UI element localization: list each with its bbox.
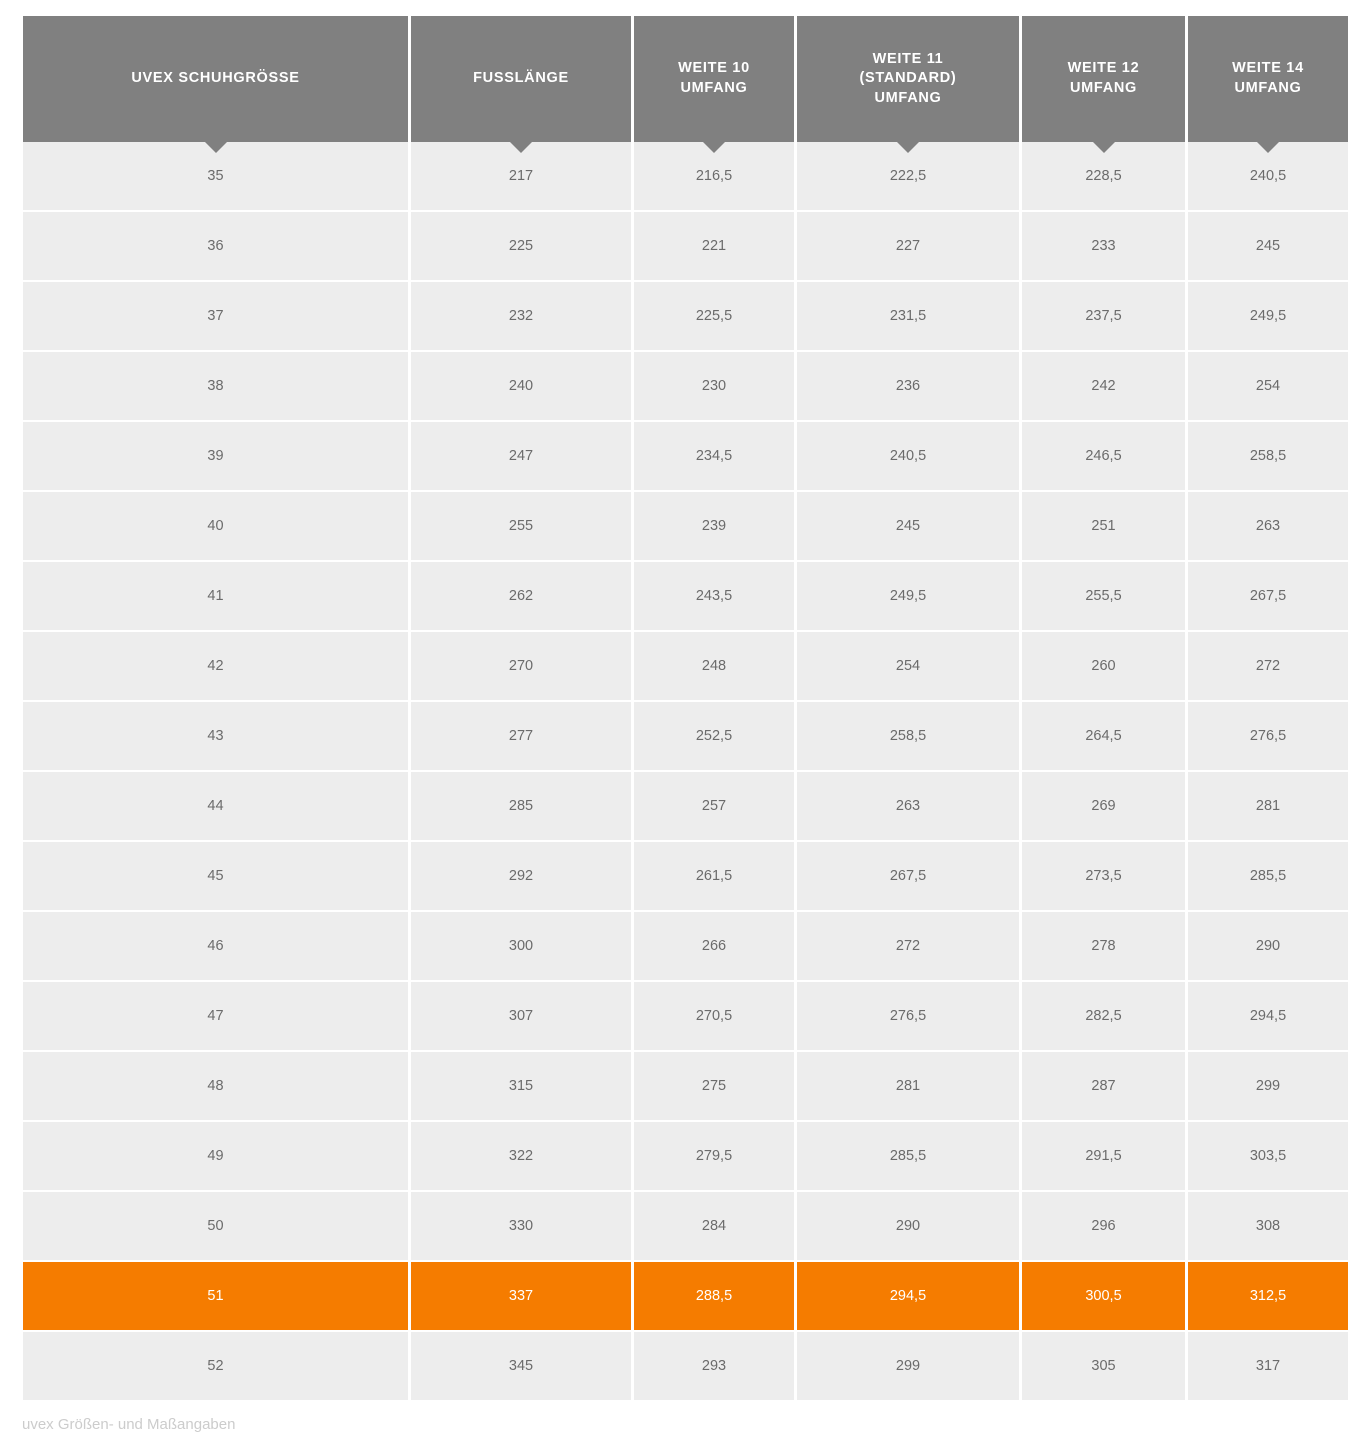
table-cell: 261,5: [634, 842, 794, 912]
table-cell: 249,5: [797, 562, 1019, 632]
column-header-1: [411, 16, 631, 142]
cell-shoe-size: 39: [23, 422, 408, 492]
table-cell: 254: [1188, 352, 1348, 422]
table-cell: 305: [1022, 1332, 1185, 1402]
table-cell: 245: [1188, 212, 1348, 282]
header-notch-triangle-icon: [1257, 142, 1279, 153]
table-cell: 285,5: [1188, 842, 1348, 912]
column-header-line: WEITE 14: [1232, 60, 1304, 77]
table-cell: 293: [634, 1332, 794, 1402]
table-cell: 225: [411, 212, 631, 282]
table-cell: 272: [1188, 632, 1348, 702]
table-cell: 232: [411, 282, 631, 352]
table-cell: 230: [634, 352, 794, 422]
table-cell: 255,5: [1022, 562, 1185, 632]
table-row: [23, 352, 1348, 422]
table-cell: 300,5: [1022, 1262, 1185, 1332]
table-cell: 275: [634, 1052, 794, 1122]
table-row: [23, 1122, 1348, 1192]
table-cell: 267,5: [1188, 562, 1348, 632]
table-cell: 287: [1022, 1052, 1185, 1122]
column-header-line: UMFANG: [680, 80, 748, 96]
column-header-5: [1188, 16, 1348, 142]
table-row: [23, 562, 1348, 632]
cell-shoe-size: 40: [23, 492, 408, 562]
table-cell: 276,5: [797, 982, 1019, 1052]
table-row: [23, 842, 1348, 912]
table-cell: 267,5: [797, 842, 1019, 912]
table-row: [23, 772, 1348, 842]
table-cell: 240,5: [797, 422, 1019, 492]
table-cell: 264,5: [1022, 702, 1185, 772]
cell-shoe-size: 47: [23, 982, 408, 1052]
table-cell: 296: [1022, 1192, 1185, 1262]
column-header-line: (STANDARD): [859, 70, 957, 87]
table-row: [23, 1192, 1348, 1262]
cell-shoe-size: 43: [23, 702, 408, 772]
table-cell: 294,5: [797, 1262, 1019, 1332]
column-header-0: [23, 16, 408, 142]
table-cell: 242: [1022, 352, 1185, 422]
table-cell: 231,5: [797, 282, 1019, 352]
table-cell: 245: [797, 492, 1019, 562]
header-notch-triangle-icon: [703, 142, 725, 153]
table-cell: 252,5: [634, 702, 794, 772]
table-cell: 290: [1188, 912, 1348, 982]
table-body: [23, 142, 1348, 1402]
column-header-4: [1022, 16, 1185, 142]
cell-shoe-size: 51: [23, 1262, 408, 1332]
table-cell: 263: [797, 772, 1019, 842]
table-cell: 291,5: [1022, 1122, 1185, 1192]
table-row: [23, 1052, 1348, 1122]
table-cell: 239: [634, 492, 794, 562]
cell-shoe-size: 35: [23, 142, 408, 212]
table-row: [23, 912, 1348, 982]
table-cell: 292: [411, 842, 631, 912]
table-cell: 308: [1188, 1192, 1348, 1262]
table-cell: 260: [1022, 632, 1185, 702]
table-cell: 221: [634, 212, 794, 282]
table-cell: 225,5: [634, 282, 794, 352]
table-cell: 266: [634, 912, 794, 982]
table-cell: 345: [411, 1332, 631, 1402]
table-cell: 288,5: [634, 1262, 794, 1332]
header-notch-triangle-icon: [897, 142, 919, 153]
column-header-line: WEITE 11: [872, 50, 944, 67]
table-cell: 247: [411, 422, 631, 492]
column-header-3: [797, 16, 1019, 142]
table-cell: 322: [411, 1122, 631, 1192]
table-cell: 236: [797, 352, 1019, 422]
table-cell: 217: [411, 142, 631, 212]
table-row: [23, 632, 1348, 702]
table-cell: 299: [1188, 1052, 1348, 1122]
table-footnote: uvex Größen- und Maßangaben: [22, 1416, 236, 1433]
cell-shoe-size: 46: [23, 912, 408, 982]
table-cell: 269: [1022, 772, 1185, 842]
table-cell: 299: [797, 1332, 1019, 1402]
table-cell: 228,5: [1022, 142, 1185, 212]
table-cell: 216,5: [634, 142, 794, 212]
table-cell: 243,5: [634, 562, 794, 632]
cell-shoe-size: 48: [23, 1052, 408, 1122]
table-cell: 273,5: [1022, 842, 1185, 912]
table-cell: 282,5: [1022, 982, 1185, 1052]
table-cell: 257: [634, 772, 794, 842]
column-header-line: WEITE 10: [678, 60, 750, 77]
column-header-line: UMFANG: [1069, 80, 1138, 96]
cell-shoe-size: 49: [23, 1122, 408, 1192]
table-cell: 270: [411, 632, 631, 702]
table-cell: 237,5: [1022, 282, 1185, 352]
table-cell: 276,5: [1188, 702, 1348, 772]
table-row: [23, 1262, 1348, 1332]
table-cell: 270,5: [634, 982, 794, 1052]
table-row: [23, 702, 1348, 772]
table-row: [23, 1332, 1348, 1402]
table-cell: 233: [1022, 212, 1185, 282]
column-header-line: WEITE 12: [1067, 60, 1140, 77]
table-cell: 303,5: [1188, 1122, 1348, 1192]
cell-shoe-size: 37: [23, 282, 408, 352]
column-header-line: UVEX SCHUHGRÖSSE: [131, 70, 300, 87]
table-header: [23, 16, 1348, 142]
table-row: [23, 982, 1348, 1052]
cell-shoe-size: 38: [23, 352, 408, 422]
table-cell: 255: [411, 492, 631, 562]
cell-shoe-size: 44: [23, 772, 408, 842]
cell-shoe-size: 41: [23, 562, 408, 632]
table-cell: 248: [634, 632, 794, 702]
header-notch-triangle-icon: [205, 142, 227, 153]
cell-shoe-size: 42: [23, 632, 408, 702]
table-row: [23, 212, 1348, 282]
table-cell: 222,5: [797, 142, 1019, 212]
cell-shoe-size: 36: [23, 212, 408, 282]
table-cell: 249,5: [1188, 282, 1348, 352]
table-cell: 278: [1022, 912, 1185, 982]
table-cell: 251: [1022, 492, 1185, 562]
table-cell: 227: [797, 212, 1019, 282]
table-cell: 307: [411, 982, 631, 1052]
table-row: [23, 492, 1348, 562]
table-cell: 317: [1188, 1332, 1348, 1402]
column-header-2: [634, 16, 794, 142]
column-header-line: UMFANG: [1234, 80, 1302, 96]
column-header-line: UMFANG: [874, 89, 942, 106]
table-cell: 281: [797, 1052, 1019, 1122]
table-cell: 279,5: [634, 1122, 794, 1192]
column-header-line: FUSSLÄNGE: [473, 70, 569, 87]
table-cell: 315: [411, 1052, 631, 1122]
table-cell: 330: [411, 1192, 631, 1262]
table-cell: 246,5: [1022, 422, 1185, 492]
table-cell: 284: [634, 1192, 794, 1262]
header-notch-triangle-icon: [1093, 142, 1115, 153]
table-cell: 337: [411, 1262, 631, 1332]
table-cell: 258,5: [797, 702, 1019, 772]
table-cell: 240,5: [1188, 142, 1348, 212]
table-cell: 300: [411, 912, 631, 982]
table-row: [23, 422, 1348, 492]
table-row: [23, 282, 1348, 352]
table-cell: 285: [411, 772, 631, 842]
table-cell: 254: [797, 632, 1019, 702]
table-cell: 285,5: [797, 1122, 1019, 1192]
header-notch-triangle-icon: [510, 142, 532, 153]
table-cell: 312,5: [1188, 1262, 1348, 1332]
table-cell: 240: [411, 352, 631, 422]
cell-shoe-size: 50: [23, 1192, 408, 1262]
table-cell: 294,5: [1188, 982, 1348, 1052]
table-header-row: [23, 16, 1348, 142]
table-cell: 281: [1188, 772, 1348, 842]
shoe-size-table: [20, 16, 1351, 1402]
table-cell: 272: [797, 912, 1019, 982]
table-cell: 290: [797, 1192, 1019, 1262]
table-cell: 277: [411, 702, 631, 772]
table-cell: 234,5: [634, 422, 794, 492]
cell-shoe-size: 45: [23, 842, 408, 912]
table-cell: 263: [1188, 492, 1348, 562]
cell-shoe-size: 52: [23, 1332, 408, 1402]
table-cell: 258,5: [1188, 422, 1348, 492]
table-cell: 262: [411, 562, 631, 632]
